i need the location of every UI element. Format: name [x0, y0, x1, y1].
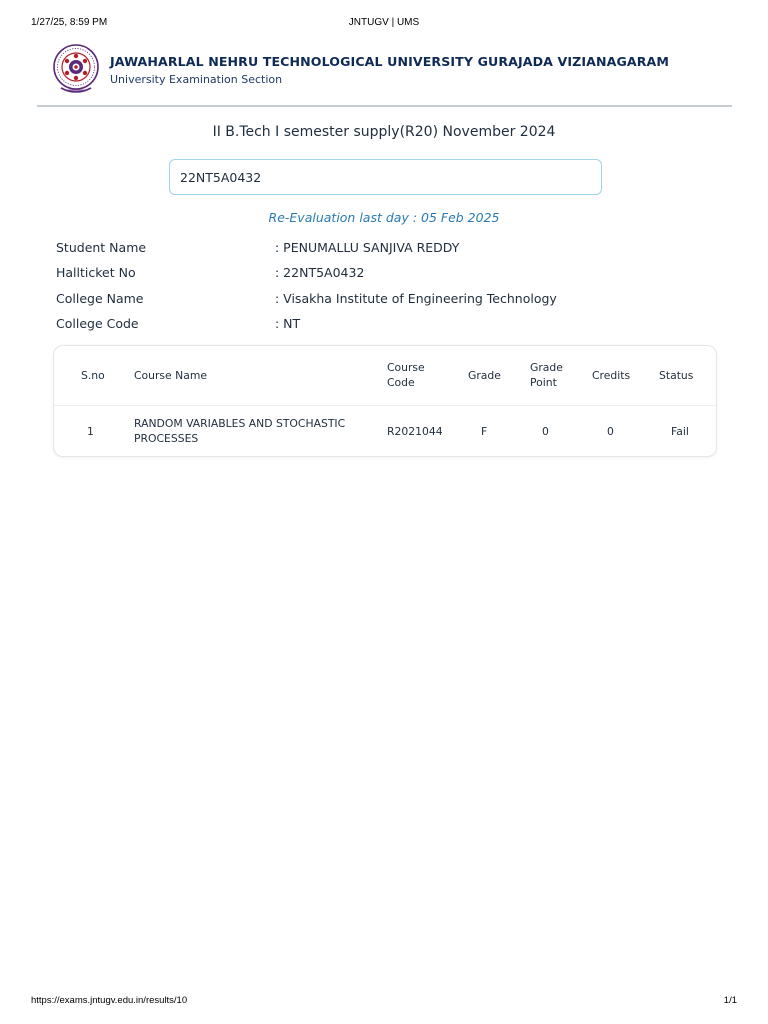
- college-name-row: [56, 291, 716, 309]
- row-course-code: R2021044: [387, 425, 443, 438]
- reevaluation-note: Re-Evaluation last day : 05 Feb 2025: [268, 210, 500, 225]
- header-course-name: Course Name: [134, 369, 207, 382]
- header-grade-point-line1: Grade: [530, 361, 563, 374]
- university-name: JAWAHARLAL NEHRU TECHNOLOGICAL UNIVERSITY GURAJADA VIZIANAGARAM: [110, 54, 670, 69]
- hallticket-value: : 22NT5A0432: [275, 265, 365, 280]
- row-grade-point: 0: [542, 425, 549, 438]
- results-table: [53, 345, 717, 457]
- row-sno: 1: [87, 425, 94, 438]
- header-separator: [54, 405, 716, 406]
- row-status: Fail: [671, 425, 689, 438]
- row-credits: 0: [607, 425, 614, 438]
- print-date: 1/27/25, 8:59 PM: [31, 17, 108, 28]
- hallticket-row: [56, 265, 716, 283]
- exam-title: II B.Tech I semester supply(R20) November 2024: [212, 124, 556, 140]
- print-footer: [0, 995, 768, 1009]
- college-code-label: College Code: [56, 316, 139, 331]
- row-course-name: [134, 416, 345, 446]
- row-course-name-line1: RANDOM VARIABLES AND STOCHASTIC: [134, 417, 346, 430]
- university-section: University Examination Section: [110, 73, 283, 86]
- row-grade: F: [481, 425, 488, 438]
- college-name-label: College Name: [56, 291, 144, 306]
- header-grade-point-line2: Point: [530, 376, 557, 389]
- print-url: https://exams.jntugv.edu.in/results/10: [31, 995, 188, 1006]
- college-code-value: : NT: [275, 316, 301, 331]
- university-header: [52, 44, 732, 98]
- print-header: [0, 17, 768, 31]
- student-name-row: [56, 240, 716, 258]
- header-credits: Credits: [592, 369, 631, 382]
- header-divider: [37, 105, 732, 107]
- header-status: Status: [659, 369, 694, 382]
- college-name-value: : Visakha Institute of Engineering Technology: [275, 291, 557, 306]
- college-code-row: [56, 316, 716, 334]
- hallticket-search-input[interactable]: [169, 159, 602, 195]
- header-grade: Grade: [468, 369, 501, 382]
- print-page-number: 1/1: [723, 995, 737, 1006]
- header-grade-point: [530, 360, 563, 390]
- print-page-title: JNTUGV | UMS: [348, 17, 420, 28]
- row-course-name-line2: PROCESSES: [134, 432, 199, 445]
- hallticket-label: Hallticket No: [56, 265, 136, 280]
- header-course-code-line2: Code: [387, 376, 415, 389]
- university-seal-icon: [52, 44, 100, 96]
- student-name-value: : PENUMALLU SANJIVA REDDY: [275, 240, 460, 255]
- header-course-code-line1: Course: [387, 361, 425, 374]
- header-course-code: [387, 360, 425, 390]
- student-name-label: Student Name: [56, 240, 147, 255]
- header-sno: S.no: [81, 369, 105, 382]
